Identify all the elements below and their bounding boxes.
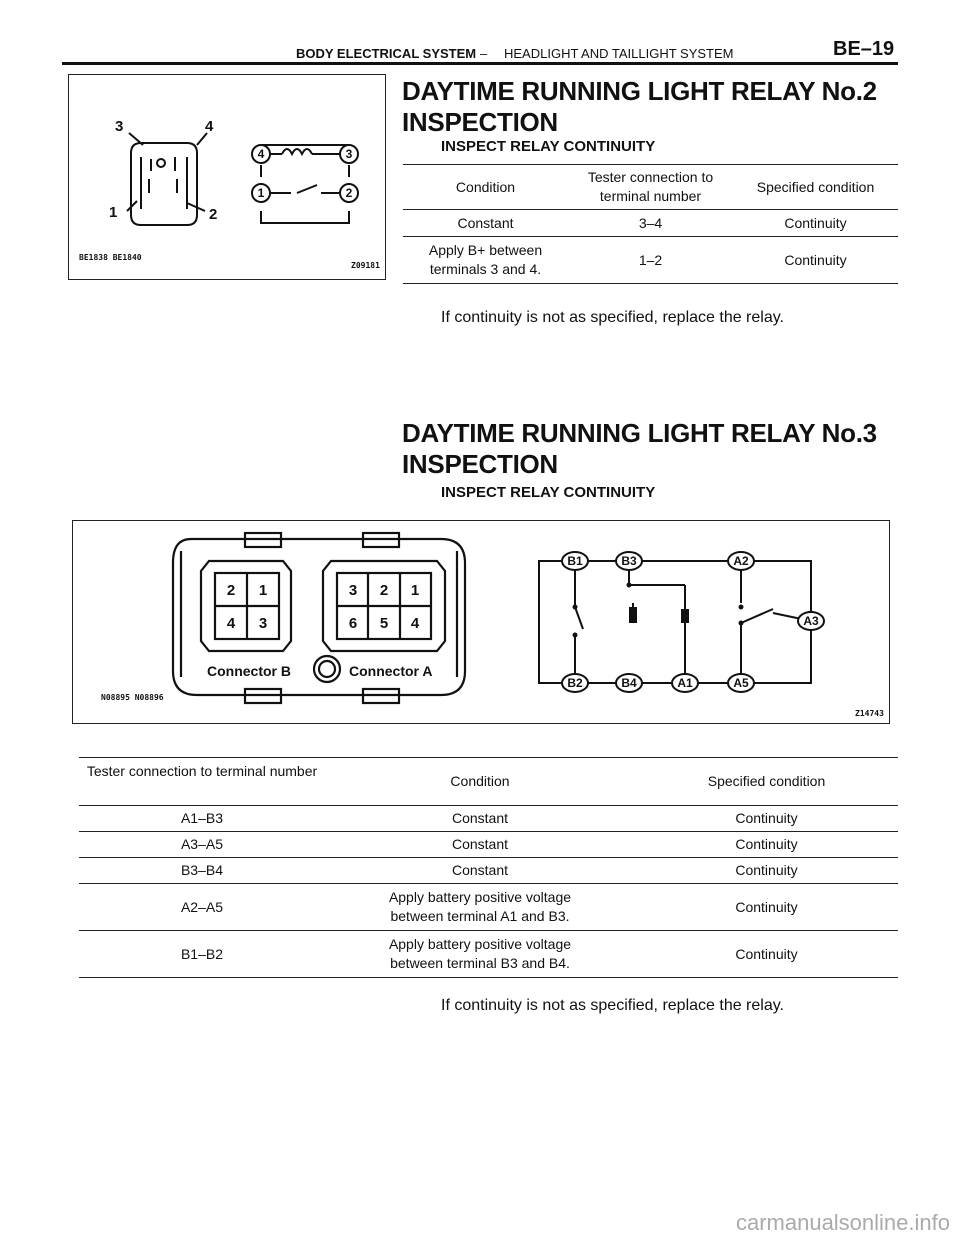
table-cell: Constant [325,806,635,832]
connector-b-pin: 4 [226,615,236,632]
relay2-figure [68,74,386,280]
connector-a-label: Connector A [349,663,433,679]
terminal-label: B3 [621,554,637,568]
relay2-schematic-pin: 1 [257,186,265,200]
table-row [79,931,898,978]
connector-a-pin: 2 [379,582,389,599]
table-cell: Continuity [733,237,898,284]
relay2-figure-caption: BE1838 BE1840 [79,253,142,262]
relay2-diagram [69,75,385,279]
terminal-label: B1 [567,554,583,568]
table-row [79,832,898,858]
table-cell: 1–2 [568,237,733,284]
table-header-cell: Specified condition [635,758,898,806]
table-row [403,210,898,237]
relay2-figure-code: Z09181 [351,261,380,270]
page-number: BE–19 [833,38,895,60]
relay2-pin-label: 1 [109,204,118,221]
table-header-cell: Tester connection to terminal number [79,758,325,806]
relay2-schematic-pin: 4 [257,147,265,161]
connector-a-pin: 3 [348,582,358,599]
connector-b-pin: 1 [258,582,268,599]
table-header-cell: Tester connection to terminal number [568,165,733,210]
relay2-schematic-pin: 2 [345,186,353,200]
relay3-figure-caption: N08895 N08896 [101,693,164,702]
terminal-label: A3 [803,614,819,628]
relay2-pin-label: 2 [209,206,218,223]
table-cell: Apply B+ between terminals 3 and 4. [403,237,568,284]
table-cell: Continuity [635,884,898,931]
terminal-label: A5 [733,676,749,690]
relay2-pin-label: 4 [205,118,214,135]
table-row [79,884,898,931]
table-row [79,858,898,884]
connector-a-pin: 5 [379,615,389,632]
table-header-cell: Condition [325,758,635,806]
relay3-subheading: INSPECT RELAY CONTINUITY [441,484,656,501]
table-cell: A3–A5 [79,832,325,858]
table-cell: Constant [325,832,635,858]
table-header-row [403,165,898,210]
table-cell: Constant [325,858,635,884]
table-row [403,237,898,284]
table-cell: Continuity [635,806,898,832]
relay3-continuity-table [79,757,898,978]
table-cell: A1–B3 [79,806,325,832]
table-cell: Continuity [635,931,898,978]
terminal-label: A2 [733,554,749,568]
relay2-pin-label: 3 [115,118,124,135]
subsection-title: HEADLIGHT AND TAILLIGHT SYSTEM [504,46,734,61]
section-title: BODY ELECTRICAL SYSTEM [296,46,477,61]
table-cell: 3–4 [568,210,733,237]
table-cell: Apply battery positive voltage between terminal B3 and B4. [325,931,635,978]
relay3-figure [72,520,890,724]
terminal-label: B4 [621,676,637,690]
connector-b-pin: 2 [226,582,236,599]
connector-a-pin: 4 [410,615,420,632]
header-rule [62,62,898,65]
table-cell: B1–B2 [79,931,325,978]
connector-b-pin: 3 [258,615,268,632]
site-watermark: carmanualsonline.info [735,1210,950,1235]
relay3-note: If continuity is not as specified, replace the relay. [441,997,784,1014]
table-cell: Continuity [733,210,898,237]
table-header-cell: Condition [403,165,568,210]
table-cell: Apply battery positive voltage between terminal A1 and B3. [325,884,635,931]
terminal-label: B2 [567,676,583,690]
connector-a-pin: 1 [410,582,420,599]
relay3-title: DAYTIME RUNNING LIGHT RELAY No.3 INSPECTION [402,418,877,479]
table-cell: Continuity [635,858,898,884]
table-row [79,806,898,832]
relay2-continuity-table [403,164,898,284]
relay2-schematic-pin: 3 [345,147,353,161]
table-header-row [79,758,898,806]
relay3-diagram [73,521,889,723]
terminal-label: A1 [677,676,693,690]
connector-b-label: Connector B [207,663,291,679]
relay2-title: DAYTIME RUNNING LIGHT RELAY No.2 INSPECTION [402,76,877,137]
relay2-note: If continuity is not as specified, replace the relay. [441,309,784,326]
relay3-figure-code: Z14743 [855,709,884,718]
connector-a-pin: 6 [348,615,358,632]
table-cell: A2–A5 [79,884,325,931]
table-header-cell: Specified condition [733,165,898,210]
table-cell: Constant [403,210,568,237]
relay2-subheading: INSPECT RELAY CONTINUITY [441,138,656,155]
table-cell: Continuity [635,832,898,858]
header-separator: – [480,46,488,61]
table-cell: B3–B4 [79,858,325,884]
